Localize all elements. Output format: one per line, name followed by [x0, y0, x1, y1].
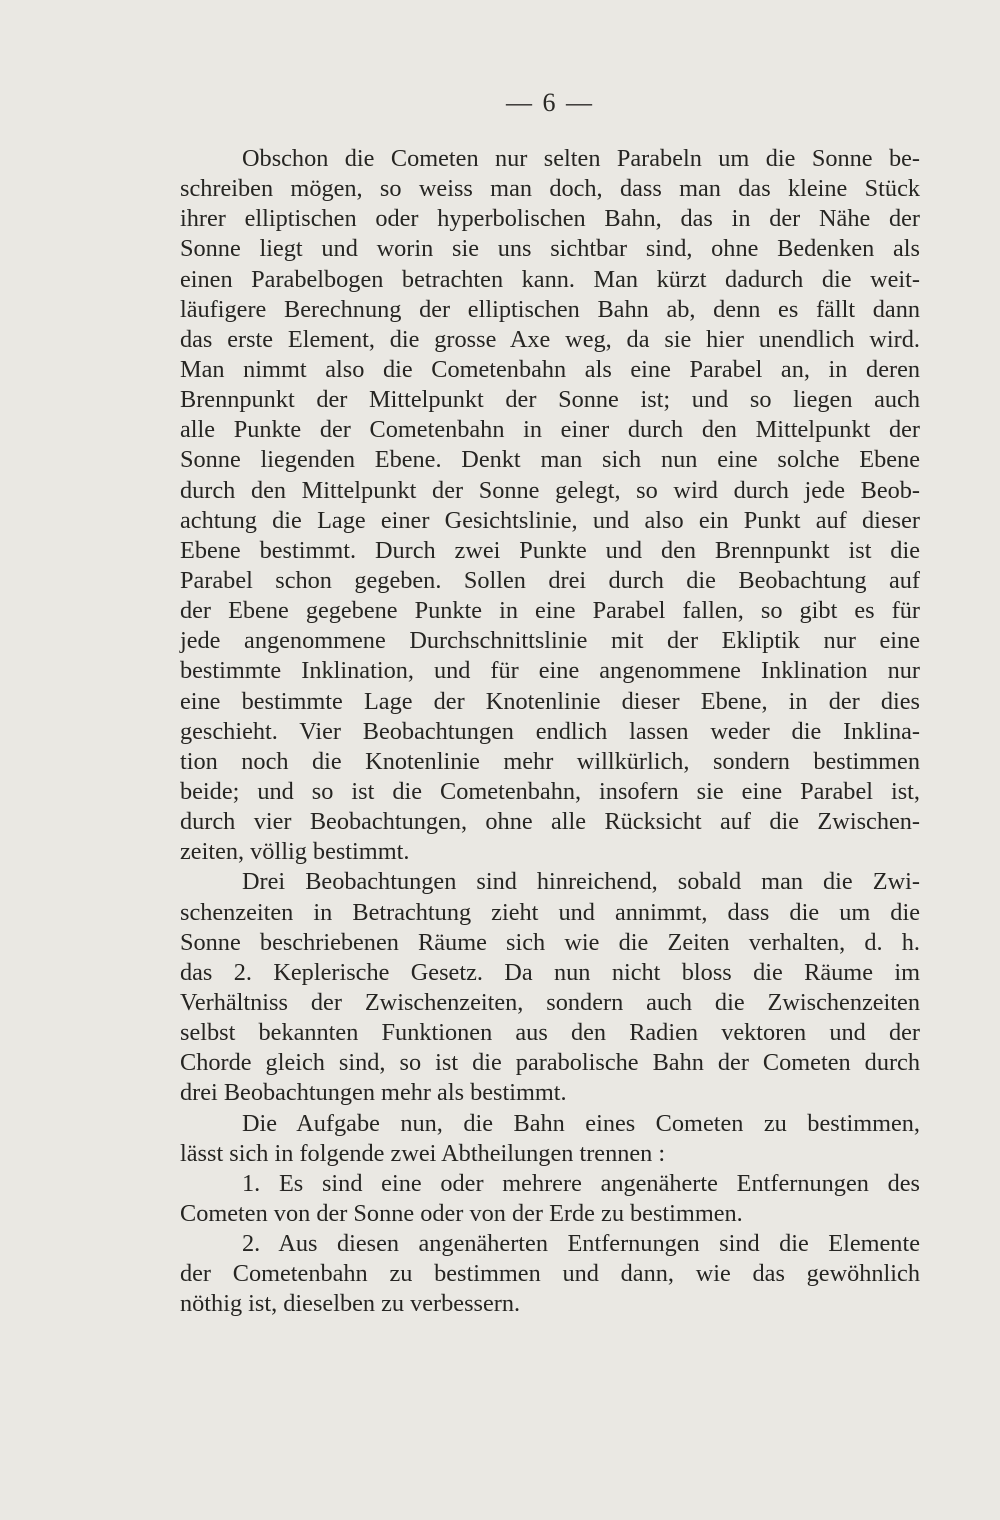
text-line: zeiten, völlig bestimmt. [180, 838, 410, 866]
text-line: schreiben mögen, so weiss man doch, dass man das kleine Stück [180, 175, 920, 203]
text-line: drei Beobachtungen mehr als bestimmt. [180, 1079, 567, 1107]
text-line: Man nimmt also die Cometenbahn als eine Parabel an, in deren [180, 355, 920, 383]
text-line: der Ebene gegebene Punkte in eine Parabel fallen, so gibt es für [180, 597, 920, 625]
paragraph [180, 867, 920, 1108]
text-line: Chorde gleich sind, so ist die parabolische Bahn der Cometen durch [180, 1049, 920, 1077]
text-line: bestimmte Inklination, und für eine angenommene Inklination nur [180, 657, 920, 685]
paragraph [180, 1229, 920, 1319]
body-text [180, 144, 920, 1319]
text-line: Sonne liegt und worin sie uns sichtbar sind, ohne Bedenken als [180, 235, 920, 263]
text-line: lässt sich in folgende zwei Abtheilungen trennen : [180, 1139, 666, 1167]
text-line: Die Aufgabe nun, die Bahn eines Cometen zu bestimmen, [242, 1109, 920, 1137]
text-line: durch den Mittelpunkt der Sonne gelegt, so wird durch jede Beob- [180, 476, 920, 504]
text-line: Sonne liegenden Ebene. Denkt man sich nun eine solche Ebene [180, 446, 920, 474]
text-line: 2. Aus diesen angenäherten Entfernungen sind die Elemente [242, 1230, 920, 1258]
text-line: schenzeiten in Betrachtung zieht und annimmt, dass die um die [180, 898, 920, 926]
paragraph [180, 1169, 920, 1229]
text-line: alle Punkte der Cometenbahn in einer durch den Mittelpunkt der [180, 416, 920, 444]
text-line: tion noch die Knotenlinie mehr willkürlich, sondern bestimmen [180, 747, 920, 775]
text-line: Obschon die Cometen nur selten Parabeln um die Sonne be- [242, 145, 920, 172]
text-line: das erste Element, die grosse Axe weg, da sie hier unendlich wird. [180, 325, 920, 353]
text-line: selbst bekannten Funktionen aus den Radien vektoren und der [180, 1019, 920, 1047]
text-line: Cometen von der Sonne oder von der Erde zu bestimmen. [180, 1199, 743, 1227]
page-number: — 6 — [506, 88, 594, 117]
text-line: 1. Es sind eine oder mehrere angenäherte Entfernungen des [242, 1169, 920, 1197]
text-line: durch vier Beobachtungen, ohne alle Rücksicht auf die Zwischen- [180, 808, 920, 836]
text-line: einen Parabelbogen betrachten kann. Man kürzt dadurch die weit- [180, 265, 920, 293]
text-line: Parabel schon gegeben. Sollen drei durch die Beobachtung auf [180, 566, 920, 594]
text-line: Ebene bestimmt. Durch zwei Punkte und den Brennpunkt ist die [180, 536, 920, 564]
text-line: eine bestimmte Lage der Knotenlinie dieser Ebene, in der dies [180, 687, 920, 715]
text-line: ihrer elliptischen oder hyperbolischen Bahn, das in der Nähe der [180, 205, 920, 233]
paragraph [180, 144, 920, 867]
text-line: beide; und so ist die Cometenbahn, insofern sie eine Parabel ist, [180, 777, 920, 805]
text-line: jede angenommene Durchschnittslinie mit der Ekliptik nur eine [180, 627, 920, 655]
text-line: läufigere Berechnung der elliptischen Bahn ab, denn es fällt dann [180, 295, 920, 323]
text-line: Verhältniss der Zwischenzeiten, sondern auch die Zwischenzeiten [180, 988, 920, 1016]
text-line: Brennpunkt der Mittelpunkt der Sonne ist; und so liegen auch [180, 386, 920, 414]
text-line: das 2. Keplerische Gesetz. Da nun nicht bloss die Räume im [180, 958, 920, 986]
text-line: achtung die Lage einer Gesichtslinie, und also ein Punkt auf dieser [180, 506, 920, 534]
paragraph [180, 1109, 920, 1169]
text-line: Sonne beschriebenen Räume sich wie die Zeiten verhalten, d. h. [180, 928, 920, 956]
text-line: geschieht. Vier Beobachtungen endlich lassen weder die Inklina- [180, 717, 920, 745]
text-line: der Cometenbahn zu bestimmen und dann, wie das gewöhnlich [180, 1260, 920, 1288]
text-line: nöthig ist, dieselben zu verbessern. [180, 1290, 521, 1318]
text-line: Drei Beobachtungen sind hinreichend, sobald man die Zwi- [242, 868, 920, 896]
